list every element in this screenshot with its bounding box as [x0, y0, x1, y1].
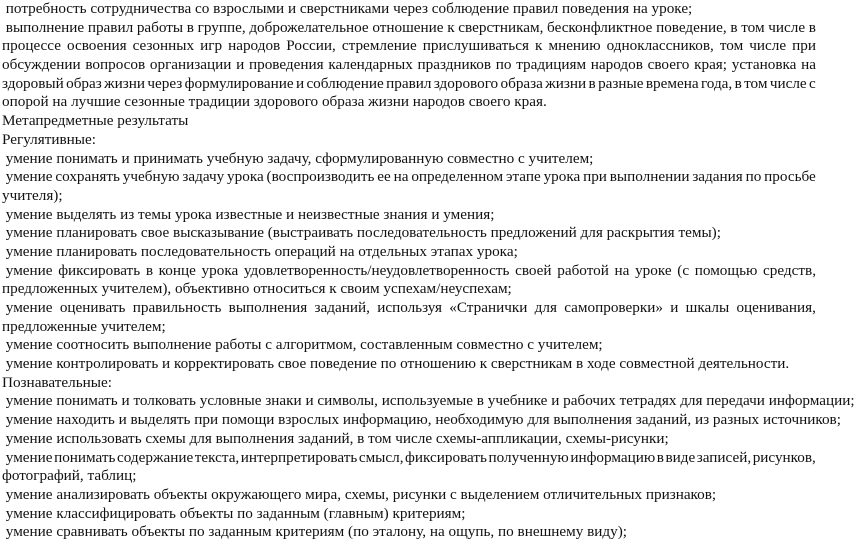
text-line — [2, 56, 816, 75]
word: традициям — [516, 56, 587, 74]
word: организации — [149, 56, 232, 74]
word: бесконфликтное — [547, 18, 653, 36]
text-line: Регулятивные: — [2, 130, 96, 148]
text-line — [2, 75, 816, 94]
text-line: предложенные учителем; — [2, 317, 166, 335]
text-line: опорой на лучшие сезонные традиции здорового образа жизни народов своего края. — [2, 93, 547, 111]
text-line: Познавательные: — [2, 373, 112, 391]
word: отношение — [372, 18, 444, 36]
text-line: умение понимать и принимать учебную задачу, сформулированную совместно с учителем; — [2, 149, 594, 167]
word: праздников — [417, 56, 492, 74]
text-line: умение использовать схемы для выполнения заданий, в том числе схемы-аппликации, схемы-рисунки; — [2, 429, 669, 447]
word: к — [535, 37, 543, 55]
word: народов — [228, 37, 281, 55]
word: освоения — [67, 37, 127, 55]
word: прислушиваться — [422, 37, 529, 55]
word: для — [534, 299, 557, 316]
word: календарных — [328, 56, 413, 74]
word: времена — [645, 74, 699, 92]
word: смысл, — [358, 448, 404, 466]
word: просьбе — [764, 168, 816, 186]
text-line: предложенных учителем), объективно относиться к своим успехам/неуспехам; — [2, 280, 512, 298]
word: урока — [227, 168, 264, 186]
word: проведения — [248, 56, 324, 74]
word: формулирование — [184, 74, 294, 92]
word: вопросов — [85, 56, 146, 74]
word: определенном — [411, 168, 504, 186]
word: самопроверки» — [564, 299, 663, 316]
word: учебную — [122, 168, 180, 186]
word: том — [744, 74, 768, 92]
word: рисунков, — [752, 448, 816, 466]
word: при — [583, 168, 607, 186]
text-line: умение классифицировать объекты по заданным (главным) критериям; — [2, 504, 466, 522]
word: информацию — [570, 448, 656, 466]
word: края; — [694, 56, 728, 74]
word: России, — [286, 37, 336, 55]
word: задачу — [182, 168, 225, 186]
word: уроке — [635, 261, 672, 279]
word: виде — [665, 448, 696, 466]
word: обсуждении — [2, 56, 81, 74]
text-line — [2, 449, 816, 468]
word: фиксировать — [405, 448, 487, 466]
word: поведение, — [656, 18, 727, 36]
word: выполнения — [228, 299, 308, 316]
word: в — [656, 448, 664, 466]
word: выполнение — [2, 18, 85, 36]
word: жизни — [545, 74, 587, 92]
word: стремление — [341, 37, 417, 55]
word: числе — [768, 18, 806, 36]
word: помощью — [694, 261, 758, 279]
text-line: умение анализировать объекты окружающего мира, схемы, рисунки с выделением отличительных признаков; — [2, 485, 717, 503]
word: по — [495, 56, 512, 74]
word: понимать — [54, 448, 116, 466]
word: интерпретировать — [240, 448, 358, 466]
word: разные — [598, 74, 644, 92]
word: умение — [2, 168, 53, 186]
word: в — [186, 18, 194, 36]
word: по — [745, 168, 762, 186]
word: года, — [700, 74, 733, 92]
text-line — [2, 37, 816, 56]
word: группе, — [197, 18, 246, 36]
word: урока — [201, 261, 239, 279]
word: содержание — [117, 448, 194, 466]
text-line: умение планировать последовательность операций на отдельных этапах урока; — [2, 242, 518, 260]
word: текста, — [194, 448, 240, 466]
word: народов — [590, 56, 643, 74]
word: средств, — [763, 261, 816, 279]
word: игр — [200, 37, 223, 55]
text-line: умение контролировать и корректировать свое поведение по отношению к сверстникам в ходе совместной деятельности. — [2, 355, 790, 373]
word: к — [447, 18, 455, 36]
text-line: потребность сотрудничества со взрослыми и сверстниками через соблюдение правил поведения на уроке; — [2, 0, 693, 17]
word: умение — [2, 299, 53, 316]
text-line — [2, 299, 816, 318]
text-line: Метапредметные результаты — [2, 112, 189, 130]
word: и — [236, 56, 245, 74]
word: записей, — [696, 448, 752, 466]
word: ее — [377, 168, 391, 186]
text-line: умение планировать свое высказывание (выстраивать последовательность предложений для раскрытия темы); — [2, 224, 721, 242]
word: фиксировать — [58, 261, 141, 279]
word: используя — [377, 299, 442, 316]
word: (с — [677, 261, 690, 279]
text-line: фотографий, таблиц; — [2, 467, 137, 485]
text-line — [2, 168, 816, 187]
word: оценивать — [59, 299, 126, 316]
word: том — [719, 37, 744, 55]
word: шкалы — [685, 299, 730, 316]
word: правил — [386, 74, 432, 92]
word: умение — [2, 261, 53, 279]
word: и — [295, 74, 305, 92]
word: удовлетворенность/неудовлетворенность — [243, 261, 510, 279]
word: в — [145, 261, 153, 279]
word: на — [801, 56, 816, 74]
word: здорового — [433, 74, 499, 92]
word: числе — [749, 37, 787, 55]
word: «Странички — [449, 299, 528, 316]
word: оценивания, — [736, 299, 816, 316]
text-line: умение сравнивать объекты по заданным критериям (по эталону, на ощупь, по внешнему виду); — [2, 523, 628, 541]
text-line: умение понимать и толковать условные знаки и символы, используемые в учебнике и рабочих тетрадях для передачи информации; — [2, 392, 855, 410]
word: в — [808, 18, 816, 36]
word: образ — [66, 74, 102, 92]
word: соблюдение — [306, 74, 384, 92]
word: числе — [769, 74, 807, 92]
word: процессе — [2, 37, 61, 55]
text-line: умение находить и выделять при помощи взрослых информацию, необходимую для выполнения заданий, из разных источников; — [2, 411, 841, 429]
word: через — [147, 74, 183, 92]
word: том — [741, 18, 765, 36]
word: при — [792, 37, 816, 55]
text-line — [2, 19, 816, 38]
word: жизни — [104, 74, 146, 92]
word: выполнении — [609, 168, 690, 186]
word: установка — [731, 56, 797, 74]
text-line: умение соотносить выполнение работы с алгоритмом, составленным совместно с учителем; — [2, 336, 603, 354]
word: на — [393, 168, 409, 186]
word: своего — [647, 56, 690, 74]
text-line — [2, 262, 816, 281]
word: полученную — [488, 448, 569, 466]
word: в — [730, 18, 738, 36]
word: с — [809, 74, 816, 92]
word: правил — [87, 18, 134, 36]
word: конце — [158, 261, 196, 279]
word: урока — [543, 168, 581, 186]
word: этапе — [505, 168, 541, 186]
word: сохранять — [55, 168, 120, 186]
word: работы — [136, 18, 184, 36]
word: задания — [692, 168, 743, 186]
text-line: умение выделять из темы урока известные и неизвестные знания и умения; — [2, 205, 495, 223]
word: в — [588, 74, 596, 92]
word: своей — [515, 261, 552, 279]
word: заданий, — [314, 299, 370, 316]
word: сезонных — [132, 37, 195, 55]
text-line: учителя); — [2, 186, 63, 204]
word: умение — [2, 448, 53, 466]
word: здоровый — [2, 74, 64, 92]
word: (воспроизводить — [266, 168, 375, 186]
word: работой — [557, 261, 609, 279]
word: в — [734, 74, 742, 92]
word: мнению — [548, 37, 601, 55]
word: образа — [500, 74, 543, 92]
word: правильность — [132, 299, 222, 316]
word: на — [614, 261, 630, 279]
word: сверстникам, — [458, 18, 544, 36]
word: и — [670, 299, 679, 316]
word: доброжелательное — [249, 18, 369, 36]
word: одноклассников, — [606, 37, 714, 55]
